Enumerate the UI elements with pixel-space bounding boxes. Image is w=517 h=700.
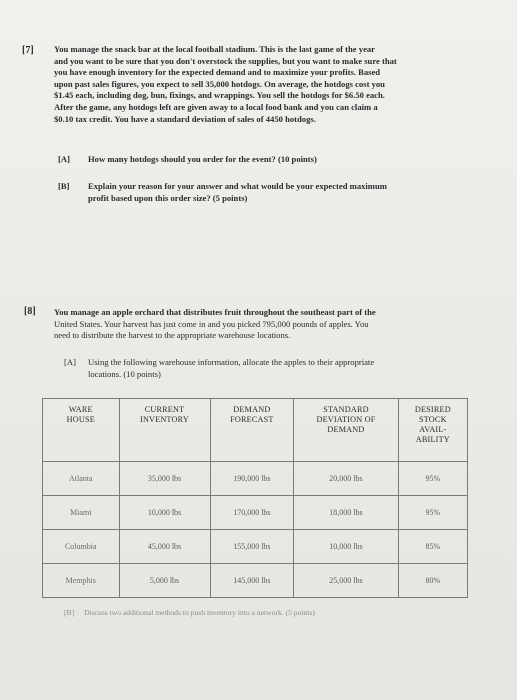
q7-line: you have enough inventory for the expected demand and to maximize your profits. Based — [54, 67, 381, 78]
part-text: locations. (10 points) — [88, 369, 161, 379]
table-cell: 170,000 lbs — [210, 496, 294, 530]
question-7-number: [7] — [22, 45, 34, 56]
q7-line: After the game, any hotdogs left are given away to a local food bank and you can claim a — [54, 101, 378, 112]
table-row — [43, 530, 468, 564]
table-row — [43, 564, 468, 598]
question-7-text — [54, 44, 397, 125]
part-label: [A] — [64, 357, 76, 367]
question-7b — [58, 181, 478, 205]
table-cell: 45,000 lbs — [119, 530, 210, 564]
question-7a — [58, 154, 478, 166]
table-cell: 145,000 lbs — [210, 564, 294, 598]
q7-line: $0.10 tax credit. You have a standard deviation of sales of 4450 hotdogs. — [54, 113, 316, 124]
part-text: Using the following warehouse information, allocate the apples to their appropriate — [88, 357, 375, 367]
column-header: DEMAND FORECAST — [210, 399, 294, 462]
table-cell: Columbia — [43, 530, 120, 564]
part-text: profit based upon this order size? (5 points) — [88, 193, 248, 203]
question-8-text — [54, 307, 376, 342]
table-cell: 10,000 lbs — [119, 496, 210, 530]
table-cell: 25,000 lbs — [294, 564, 398, 598]
part-label: [A] — [58, 154, 70, 164]
part-text: Explain your reason for your answer and what would be your expected maximum — [88, 181, 387, 191]
column-header: STANDARD DEVIATION OF DEMAND — [294, 399, 398, 462]
question-8b — [64, 608, 315, 617]
table-cell: Memphis — [43, 564, 120, 598]
q7-line: and you want to be sure that you don't overstock the supplies, but you want to make sure that — [54, 55, 397, 66]
q7-line: upon past sales figures, you expect to sell 35,000 hotdogs. On average, the hotdogs cost you — [54, 78, 385, 89]
table-cell: 80% — [398, 564, 467, 598]
q8-line: need to distribute the harvest to the appropriate warehouse locations. — [54, 330, 291, 341]
table-cell: 10,000 lbs — [294, 530, 398, 564]
table-cell: Miami — [43, 496, 120, 530]
column-header: DESIRED STOCK AVAIL- ABILITY — [398, 399, 467, 462]
table-row — [43, 462, 468, 496]
part-text: How many hotdogs should you order for the event? (10 points) — [88, 154, 317, 164]
table-cell: 155,000 lbs — [210, 530, 294, 564]
table-cell: 35,000 lbs — [119, 462, 210, 496]
part-label: [B] — [58, 181, 70, 191]
table-cell: 190,000 lbs — [210, 462, 294, 496]
part-text: Discuss two additional methods to push inventory into a network. (5 points) — [84, 608, 315, 617]
warehouse-table — [42, 398, 468, 598]
table-cell: 20,000 lbs — [294, 462, 398, 496]
q8-line: United States. Your harvest has just come in and you picked 795,000 pounds of apples. You — [54, 318, 369, 329]
q7-line: You manage the snack bar at the local football stadium. This is the last game of the year — [54, 44, 375, 54]
column-header: CURRENT INVENTORY — [119, 399, 210, 462]
table-cell: 85% — [398, 530, 467, 564]
table-cell: 5,000 lbs — [119, 564, 210, 598]
table-row — [43, 496, 468, 530]
table-cell: 95% — [398, 496, 467, 530]
q7-line: $1.45 each, including dog, bun, fixings, and wrappings. You sell the hotdogs for $6.50 each. — [54, 90, 385, 101]
table-cell: Atlanta — [43, 462, 120, 496]
column-header: WARE HOUSE — [43, 399, 120, 462]
table-cell: 18,000 lbs — [294, 496, 398, 530]
part-label: [B] — [64, 608, 75, 617]
table-cell: 95% — [398, 462, 467, 496]
table-header-row — [43, 399, 468, 462]
question-8a — [64, 357, 484, 381]
question-8-number: [8] — [24, 306, 36, 317]
q8-line: You manage an apple orchard that distributes fruit throughout the southeast part of the — [54, 307, 376, 317]
